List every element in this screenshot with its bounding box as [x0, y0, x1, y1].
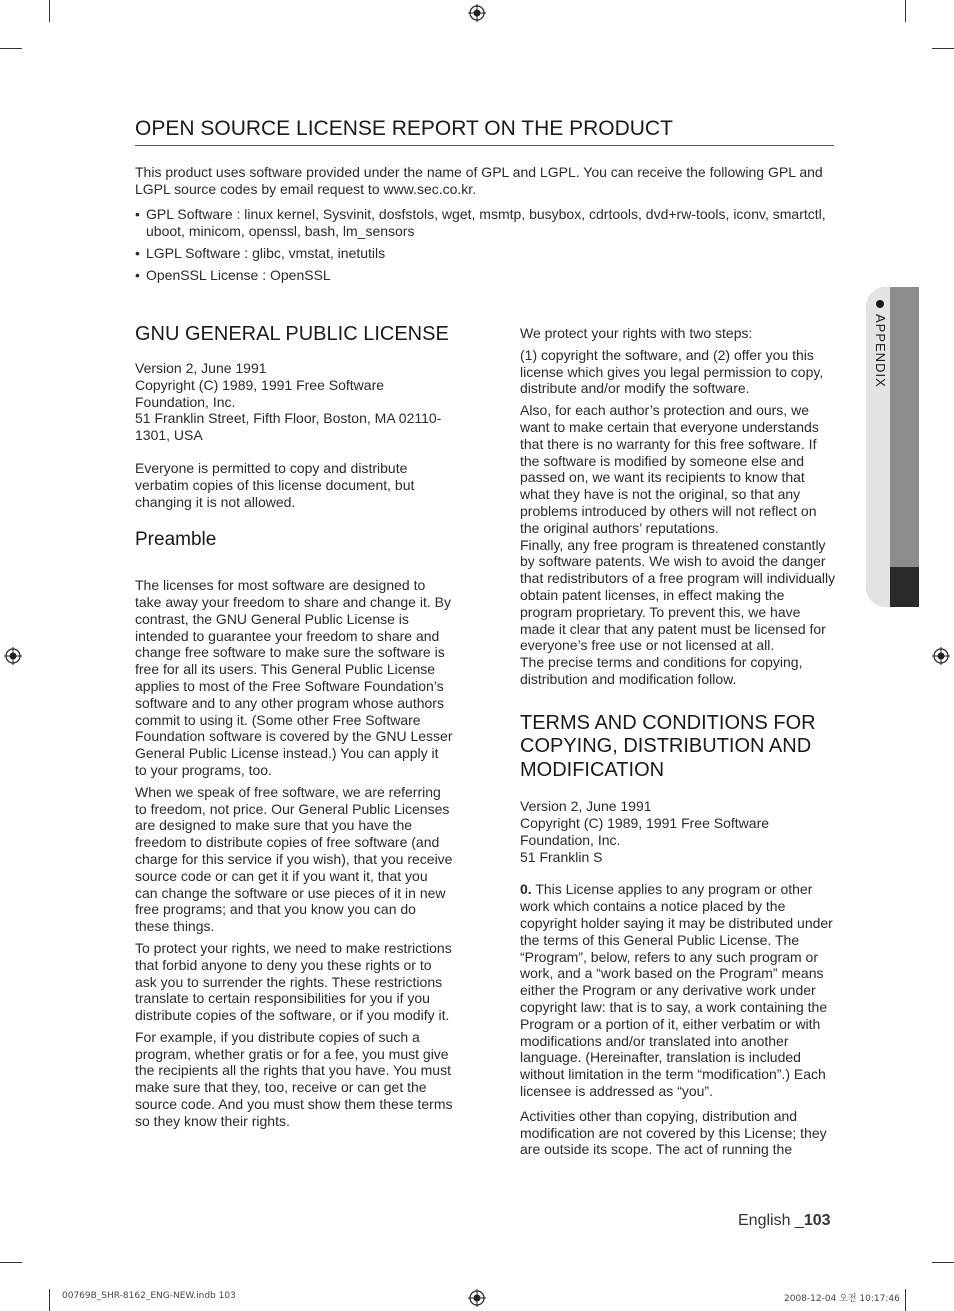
page-number: English _103 [738, 1212, 831, 1229]
gpl-version: Version 2, June 1991 [135, 360, 267, 376]
intro-text: This product uses software provided under the name of GPL and LGPL. You can receive the following GPL and LGPL source codes by email request to www.sec.co.kr. [135, 164, 823, 197]
gpl-permission: Everyone is permitted to copy and distribute verbatim copies of this license document, but changing it is not allowed. [135, 459, 415, 510]
bullet-icon: • [135, 245, 140, 261]
preamble-paragraph: When we speak of free software, we are referring to freedom, not price. Our General Public Licenses are designed to make sure that you have the freedom to distribute copies of free software (and charge for this service if you wish), that you receive source code or can get it if you want it, that you can change the software or use pieces of it in new free programs; and that you know you can do these things. [135, 783, 453, 935]
crop-mark [932, 1262, 954, 1263]
registration-mark-icon [468, 4, 486, 22]
registration-mark-icon [932, 647, 950, 665]
appendix-label: APPENDIX [868, 300, 888, 388]
terms-heading: TERMS AND CONDITIONS FOR COPYING, DISTRIBUTION AND MODIFICATION [520, 711, 816, 781]
preamble-heading: Preamble [135, 529, 217, 551]
list-item: • OpenSSL License : OpenSSL [135, 267, 331, 283]
page-title: OPEN SOURCE LICENSE REPORT ON THE PRODUCT [135, 117, 834, 146]
preamble-paragraph: For example, if you distribute copies of such a program, whether gratis or for a fee, you must give the recipients all the rights that you have. You must make sure that they, too, receive or can get the source code. And you must show them these terms so they know their rights. [135, 1028, 453, 1129]
intro-section [135, 164, 834, 289]
crop-mark [905, 1289, 906, 1311]
terms-address: 51 Franklin S [520, 848, 603, 865]
print-slug: 00769B_SHR-8162_ENG-NEW.indb 103 [62, 1291, 236, 1301]
list-item: • LGPL Software : glibc, vmstat, inetutils [135, 245, 386, 261]
crop-mark [0, 1262, 22, 1263]
crop-mark [49, 0, 50, 22]
list-item: • GPL Software : linux kernel, Sysvinit, dosfstols, wget, msmtp, busybox, cdrtools, dvd+rw-tools, iconv, smartctl, uboot, minicom, openssl, bash, lm_sensors [135, 206, 826, 239]
gpl-copyright: Copyright (C) 1989, 1991 Free Software Foundation, Inc. [135, 376, 385, 410]
crop-mark [0, 48, 22, 49]
right-column [520, 325, 838, 1163]
clause-number: 0. [520, 881, 532, 898]
crop-mark [932, 48, 954, 49]
bullet-icon [876, 300, 884, 308]
gpl-heading: GNU GENERAL PUBLIC LICENSE [135, 323, 449, 345]
registration-mark-icon [4, 647, 22, 665]
print-timestamp: 2008-12-04 오전 10:17:46 [784, 1294, 900, 1304]
bullet-icon: • [135, 206, 140, 222]
also-text: Also, for each author’s protection and ours, we want to make certain that everyone understands that there is no warranty for this free software. If the software is modified by someone else and passed on, we want its recipients to know that what they have is not the original, so that any problems introduced by others will not reflect on the original authors’ reputations. [520, 402, 819, 536]
preamble-paragraph: The licenses for most software are designed to take away your freedom to share and change it. By contrast, the GNU General Public License is intended to guarantee your freedom to share and change free software to make sure the software is free for all its users. This General Public License applies to most of the Free Software Foundation’s software and to any other program whose authors commit to using it. (Some other Free Software Foundation software is covered by the GNU Lesser General Public License instead.) You can apply it to your programs, too. [135, 577, 453, 778]
terms-copyright: Copyright (C) 1989, 1991 Free Software Foundation, Inc. [520, 815, 770, 848]
activities-text: Activities other than copying, distribution and modification are not covered by this License; they are outside its scope. The act of running the [520, 1107, 827, 1158]
precise-text: The precise terms and conditions for copying, distribution and modification follow. [520, 654, 803, 687]
software-list [135, 206, 834, 284]
left-column [135, 322, 453, 1135]
preamble-paragraph: To protect your rights, we need to make restrictions that forbid anyone to deny you these rights or to ask you to surrender the rights. These restrictions translate to certain responsibilities for you if you distribute copies of the software, or if you modify it. [135, 939, 452, 1024]
gpl-address: 51 Franklin Street, Fifth Floor, Boston, MA 02110-1301, USA [135, 410, 442, 444]
crop-mark [905, 0, 906, 22]
finally-text: Finally, any free program is threatened constantly by software patents. We wish to avoid the danger that redistributors of a free program will individually obtain patent licenses, in effect making the program proprietary. To prevent this, we have made it clear that any patent must be licensed for everyone’s free use or not licensed at all. [520, 536, 836, 654]
registration-mark-icon [468, 1289, 486, 1307]
bullet-icon: • [135, 267, 140, 283]
clause-0: 0. This License applies to any program or other work which contains a notice placed by the copyright holder saying it may be distributed under the terms of this General Public License. The “Program”, below, refers to any such program or work, and a “work based on the Program” means either the Program or any derivative work under copyright law: that is to say, a work containing the Program or a portion of it, either verbatim or with modifications and/or translated into another language. (Hereinafter, translation is included without limitation in the term “modification”.) Each licensee is addressed as “you”. [520, 881, 833, 1099]
terms-version: Version 2, June 1991 [520, 798, 652, 815]
protect-text: We protect your rights with two steps: [520, 325, 753, 341]
steps-text: (1) copyright the software, and (2) offer you this license which gives you legal permission to copy, distribute and/or modify the software. [520, 346, 824, 397]
crop-mark [49, 1289, 50, 1311]
